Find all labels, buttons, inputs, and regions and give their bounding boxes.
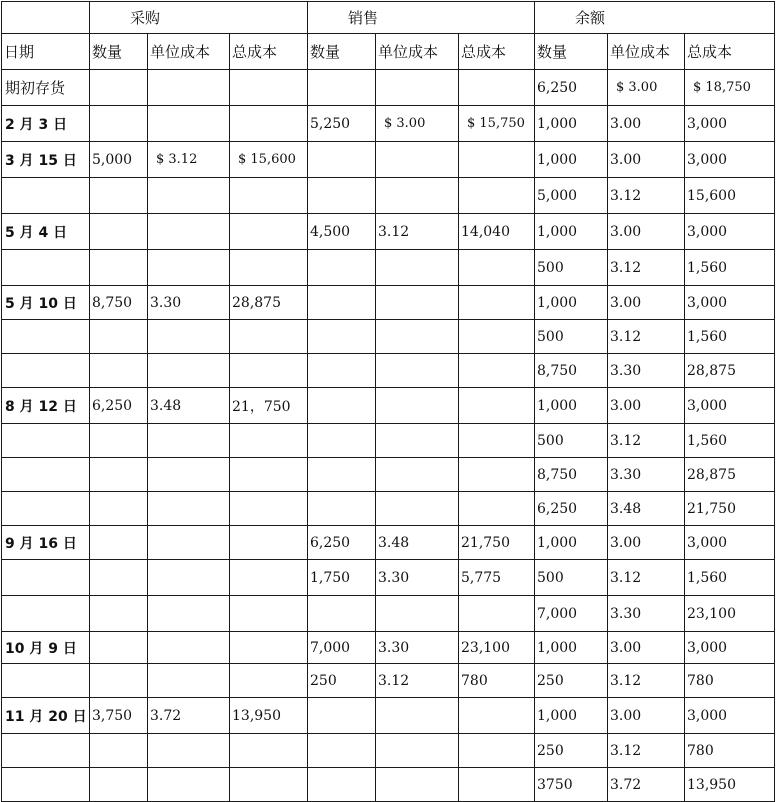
table-row [2, 492, 775, 526]
purchase-qty-cell [90, 526, 148, 560]
purchase-qty-cell [90, 596, 148, 632]
purchase-unit-cost-cell [148, 320, 230, 354]
column-header-row [2, 34, 775, 70]
sales-total-cost-cell [459, 768, 535, 802]
balance-qty-cell: 8,750 [535, 354, 608, 388]
sales-total-cost-cell [459, 458, 535, 492]
sales-unit-cost-cell: 3.30 [376, 560, 459, 596]
sales-total-cost-cell [459, 250, 535, 286]
sales-qty-cell [308, 734, 376, 768]
purchase-total-cost-cell [230, 734, 308, 768]
sales-total-cost-cell [459, 424, 535, 458]
balance-qty-cell: 1,000 [535, 698, 608, 734]
purchase-qty-cell [90, 70, 148, 106]
purchase-total-cost-cell [230, 250, 308, 286]
table-row [2, 596, 775, 632]
sales-unit-cost-cell [376, 250, 459, 286]
purchase-unit-cost-cell: 3.48 [148, 388, 230, 424]
purchase-total-cost-cell: $ 15,600 [230, 142, 308, 178]
table-row [2, 632, 775, 664]
purchase-total-cost-cell [230, 178, 308, 214]
balance-unit-cost-cell: 3.12 [608, 424, 685, 458]
purchase-total-cost-header: 总成本 [230, 34, 308, 70]
sales-qty-cell: 4,500 [308, 214, 376, 250]
inventory-ledger-table [1, 1, 775, 802]
date-cell [2, 734, 90, 768]
purchase-unit-cost-cell [148, 70, 230, 106]
date-cell [2, 664, 90, 698]
balance-total-cost-cell: 3,000 [685, 526, 775, 560]
sales-total-cost-cell [459, 354, 535, 388]
purchase-unit-cost-cell [148, 768, 230, 802]
balance-unit-cost-cell: 3.00 [608, 698, 685, 734]
purchase-unit-cost-cell [148, 458, 230, 492]
balance-qty-cell: 250 [535, 664, 608, 698]
purchase-qty-cell [90, 424, 148, 458]
sales-total-cost-cell [459, 142, 535, 178]
date-header: 日期 [2, 34, 90, 70]
sales-unit-cost-cell [376, 734, 459, 768]
sales-unit-cost-cell [376, 458, 459, 492]
sales-qty-cell [308, 458, 376, 492]
purchase-qty-cell [90, 250, 148, 286]
sales-unit-cost-cell: 3.30 [376, 632, 459, 664]
balance-total-cost-cell: 3,000 [685, 632, 775, 664]
sales-qty-cell [308, 698, 376, 734]
purchase-total-cost-cell [230, 664, 308, 698]
balance-qty-cell: 7,000 [535, 596, 608, 632]
balance-total-cost-cell: 3,000 [685, 286, 775, 320]
sales-unit-cost-cell [376, 768, 459, 802]
sales-total-cost-cell [459, 70, 535, 106]
sales-unit-cost-cell [376, 492, 459, 526]
balance-qty-cell: 1,000 [535, 388, 608, 424]
balance-unit-cost-cell: 3.12 [608, 178, 685, 214]
sales-total-cost-cell: 5,775 [459, 560, 535, 596]
balance-unit-cost-cell: 3.12 [608, 664, 685, 698]
date-cell [2, 596, 90, 632]
sales-unit-cost-cell [376, 178, 459, 214]
sales-qty-cell: 5,250 [308, 106, 376, 142]
table-row [2, 70, 775, 106]
sales-qty-cell [308, 250, 376, 286]
balance-qty-cell: 6,250 [535, 70, 608, 106]
sales-qty-cell [308, 424, 376, 458]
purchase-unit-cost-header: 单位成本 [148, 34, 230, 70]
sales-total-cost-header: 总成本 [459, 34, 535, 70]
balance-total-cost-cell: 1,560 [685, 424, 775, 458]
sales-qty-cell [308, 142, 376, 178]
purchase-unit-cost-cell [148, 214, 230, 250]
date-cell [2, 354, 90, 388]
balance-qty-cell: 500 [535, 320, 608, 354]
balance-total-cost-cell: 15,600 [685, 178, 775, 214]
purchase-total-cost-cell [230, 526, 308, 560]
table-row [2, 698, 775, 734]
sales-unit-cost-cell [376, 320, 459, 354]
balance-total-cost-cell: 13,950 [685, 768, 775, 802]
balance-total-cost-cell: 1,560 [685, 560, 775, 596]
balance-group-header: 余额 [535, 2, 775, 34]
balance-unit-cost-cell: 3.00 [608, 214, 685, 250]
purchase-unit-cost-cell [148, 250, 230, 286]
purchase-unit-cost-cell [148, 106, 230, 142]
table-row [2, 286, 775, 320]
purchase-qty-cell [90, 178, 148, 214]
sales-qty-cell: 6,250 [308, 526, 376, 560]
balance-unit-cost-cell: $ 3.00 [608, 70, 685, 106]
purchase-total-cost-cell: 21，750 [230, 388, 308, 424]
purchase-total-cost-cell [230, 214, 308, 250]
table-row [2, 526, 775, 560]
balance-qty-cell: 1,000 [535, 632, 608, 664]
purchase-qty-cell [90, 320, 148, 354]
balance-total-cost-cell: 780 [685, 734, 775, 768]
purchase-qty-cell: 6,250 [90, 388, 148, 424]
purchase-group-header: 采购 [90, 2, 308, 34]
purchase-qty-cell [90, 734, 148, 768]
sales-group-header: 销售 [308, 2, 535, 34]
balance-total-cost-cell: 3,000 [685, 214, 775, 250]
sales-qty-cell [308, 320, 376, 354]
purchase-qty-cell [90, 768, 148, 802]
table-row [2, 320, 775, 354]
table-row [2, 560, 775, 596]
balance-qty-cell: 500 [535, 560, 608, 596]
balance-total-cost-cell: 28,875 [685, 354, 775, 388]
balance-total-cost-cell: $ 18,750 [685, 70, 775, 106]
sales-unit-cost-cell [376, 286, 459, 320]
sales-total-cost-cell [459, 286, 535, 320]
sales-qty-header: 数量 [308, 34, 376, 70]
sales-total-cost-cell: 21,750 [459, 526, 535, 560]
purchase-qty-header: 数量 [90, 34, 148, 70]
purchase-unit-cost-cell: 3.72 [148, 698, 230, 734]
purchase-unit-cost-cell [148, 560, 230, 596]
sales-total-cost-cell: 780 [459, 664, 535, 698]
balance-qty-cell: 250 [535, 734, 608, 768]
sales-total-cost-cell: $ 15,750 [459, 106, 535, 142]
sales-total-cost-cell: 23,100 [459, 632, 535, 664]
date-cell: 3 月 15 日 [2, 142, 90, 178]
table-row [2, 664, 775, 698]
table-row [2, 142, 775, 178]
purchase-total-cost-cell [230, 320, 308, 354]
sales-qty-cell [308, 178, 376, 214]
balance-total-cost-cell: 3,000 [685, 388, 775, 424]
sales-qty-cell [308, 70, 376, 106]
balance-total-cost-header: 总成本 [685, 34, 775, 70]
sales-unit-cost-cell: 3.12 [376, 664, 459, 698]
balance-qty-cell: 1,000 [535, 526, 608, 560]
purchase-qty-cell [90, 492, 148, 526]
sales-total-cost-cell [459, 320, 535, 354]
table-row [2, 354, 775, 388]
balance-qty-cell: 3750 [535, 768, 608, 802]
date-cell [2, 492, 90, 526]
table-row [2, 424, 775, 458]
balance-unit-cost-cell: 3.00 [608, 106, 685, 142]
balance-qty-cell: 1,000 [535, 286, 608, 320]
purchase-qty-cell [90, 214, 148, 250]
purchase-total-cost-cell [230, 106, 308, 142]
sales-unit-cost-cell: 3.12 [376, 214, 459, 250]
purchase-total-cost-cell [230, 596, 308, 632]
purchase-total-cost-cell [230, 424, 308, 458]
sales-total-cost-cell: 14,040 [459, 214, 535, 250]
purchase-total-cost-cell: 28,875 [230, 286, 308, 320]
purchase-unit-cost-cell: 3.30 [148, 286, 230, 320]
purchase-total-cost-cell [230, 560, 308, 596]
date-cell [2, 320, 90, 354]
balance-total-cost-cell: 1,560 [685, 250, 775, 286]
date-cell: 期初存货 [2, 70, 90, 106]
balance-total-cost-cell: 3,000 [685, 106, 775, 142]
balance-total-cost-cell: 1,560 [685, 320, 775, 354]
sales-unit-cost-cell [376, 388, 459, 424]
purchase-qty-cell [90, 458, 148, 492]
purchase-unit-cost-cell [148, 526, 230, 560]
sales-total-cost-cell [459, 596, 535, 632]
sales-unit-cost-cell [376, 354, 459, 388]
balance-qty-cell: 6,250 [535, 492, 608, 526]
balance-qty-cell: 500 [535, 424, 608, 458]
purchase-total-cost-cell: 13,950 [230, 698, 308, 734]
purchase-unit-cost-cell [148, 424, 230, 458]
sales-qty-cell [308, 596, 376, 632]
purchase-unit-cost-cell [148, 354, 230, 388]
sales-total-cost-cell [459, 734, 535, 768]
purchase-unit-cost-cell [148, 664, 230, 698]
purchase-unit-cost-cell [148, 178, 230, 214]
date-cell: 10 月 9 日 [2, 632, 90, 664]
purchase-qty-cell [90, 632, 148, 664]
purchase-total-cost-cell [230, 70, 308, 106]
group-header-row [2, 2, 775, 34]
sales-qty-cell [308, 768, 376, 802]
date-cell [2, 560, 90, 596]
date-cell: 2 月 3 日 [2, 106, 90, 142]
balance-unit-cost-cell: 3.12 [608, 320, 685, 354]
sales-qty-cell [308, 492, 376, 526]
purchase-qty-cell [90, 354, 148, 388]
table-row [2, 734, 775, 768]
balance-total-cost-cell: 780 [685, 664, 775, 698]
date-cell [2, 250, 90, 286]
sales-unit-cost-cell: $ 3.00 [376, 106, 459, 142]
table-row [2, 214, 775, 250]
sales-qty-cell: 7,000 [308, 632, 376, 664]
purchase-qty-cell [90, 560, 148, 596]
date-cell: 5 月 4 日 [2, 214, 90, 250]
balance-qty-cell: 8,750 [535, 458, 608, 492]
balance-total-cost-cell: 3,000 [685, 142, 775, 178]
balance-qty-cell: 5,000 [535, 178, 608, 214]
date-cell: 8 月 12 日 [2, 388, 90, 424]
sales-unit-cost-cell: 3.48 [376, 526, 459, 560]
table-row [2, 458, 775, 492]
sales-total-cost-cell [459, 388, 535, 424]
balance-total-cost-cell: 3,000 [685, 698, 775, 734]
sales-qty-cell [308, 354, 376, 388]
sales-unit-cost-cell [376, 142, 459, 178]
table-row [2, 250, 775, 286]
balance-total-cost-cell: 28,875 [685, 458, 775, 492]
table-row [2, 178, 775, 214]
purchase-qty-cell: 5,000 [90, 142, 148, 178]
balance-unit-cost-cell: 3.00 [608, 632, 685, 664]
balance-unit-cost-cell: 3.00 [608, 388, 685, 424]
balance-unit-cost-cell: 3.00 [608, 286, 685, 320]
purchase-qty-cell: 8,750 [90, 286, 148, 320]
date-group-header [2, 2, 90, 34]
sales-unit-cost-cell [376, 424, 459, 458]
purchase-unit-cost-cell [148, 492, 230, 526]
purchase-total-cost-cell [230, 632, 308, 664]
balance-unit-cost-cell: 3.30 [608, 354, 685, 388]
purchase-total-cost-cell [230, 354, 308, 388]
purchase-total-cost-cell [230, 768, 308, 802]
sales-qty-cell [308, 388, 376, 424]
table-row [2, 388, 775, 424]
balance-qty-cell: 500 [535, 250, 608, 286]
purchase-total-cost-cell [230, 458, 308, 492]
date-cell: 11 月 20 日 [2, 698, 90, 734]
ledger-body [2, 2, 775, 802]
balance-qty-cell: 1,000 [535, 214, 608, 250]
date-cell [2, 178, 90, 214]
purchase-unit-cost-cell: $ 3.12 [148, 142, 230, 178]
balance-total-cost-cell: 23,100 [685, 596, 775, 632]
sales-unit-cost-header: 单位成本 [376, 34, 459, 70]
table-row [2, 106, 775, 142]
sales-unit-cost-cell [376, 698, 459, 734]
date-cell [2, 458, 90, 492]
sales-unit-cost-cell [376, 70, 459, 106]
sales-total-cost-cell [459, 178, 535, 214]
balance-total-cost-cell: 21,750 [685, 492, 775, 526]
balance-unit-cost-cell: 3.12 [608, 560, 685, 596]
balance-qty-cell: 1,000 [535, 106, 608, 142]
purchase-unit-cost-cell [148, 632, 230, 664]
date-cell [2, 768, 90, 802]
sales-qty-cell [308, 286, 376, 320]
balance-unit-cost-header: 单位成本 [608, 34, 685, 70]
sales-total-cost-cell [459, 698, 535, 734]
sales-qty-cell: 1,750 [308, 560, 376, 596]
balance-unit-cost-cell: 3.30 [608, 458, 685, 492]
balance-unit-cost-cell: 3.48 [608, 492, 685, 526]
balance-qty-cell: 1,000 [535, 142, 608, 178]
balance-unit-cost-cell: 3.72 [608, 768, 685, 802]
purchase-qty-cell [90, 106, 148, 142]
balance-unit-cost-cell: 3.12 [608, 734, 685, 768]
sales-qty-cell: 250 [308, 664, 376, 698]
balance-unit-cost-cell: 3.12 [608, 250, 685, 286]
balance-unit-cost-cell: 3.30 [608, 596, 685, 632]
purchase-total-cost-cell [230, 492, 308, 526]
sales-total-cost-cell [459, 492, 535, 526]
balance-unit-cost-cell: 3.00 [608, 526, 685, 560]
sales-unit-cost-cell [376, 596, 459, 632]
balance-qty-header: 数量 [535, 34, 608, 70]
purchase-unit-cost-cell [148, 596, 230, 632]
purchase-unit-cost-cell [148, 734, 230, 768]
balance-unit-cost-cell: 3.00 [608, 142, 685, 178]
date-cell: 5 月 10 日 [2, 286, 90, 320]
date-cell: 9 月 16 日 [2, 526, 90, 560]
purchase-qty-cell: 3,750 [90, 698, 148, 734]
table-row [2, 768, 775, 802]
date-cell [2, 424, 90, 458]
purchase-qty-cell [90, 664, 148, 698]
